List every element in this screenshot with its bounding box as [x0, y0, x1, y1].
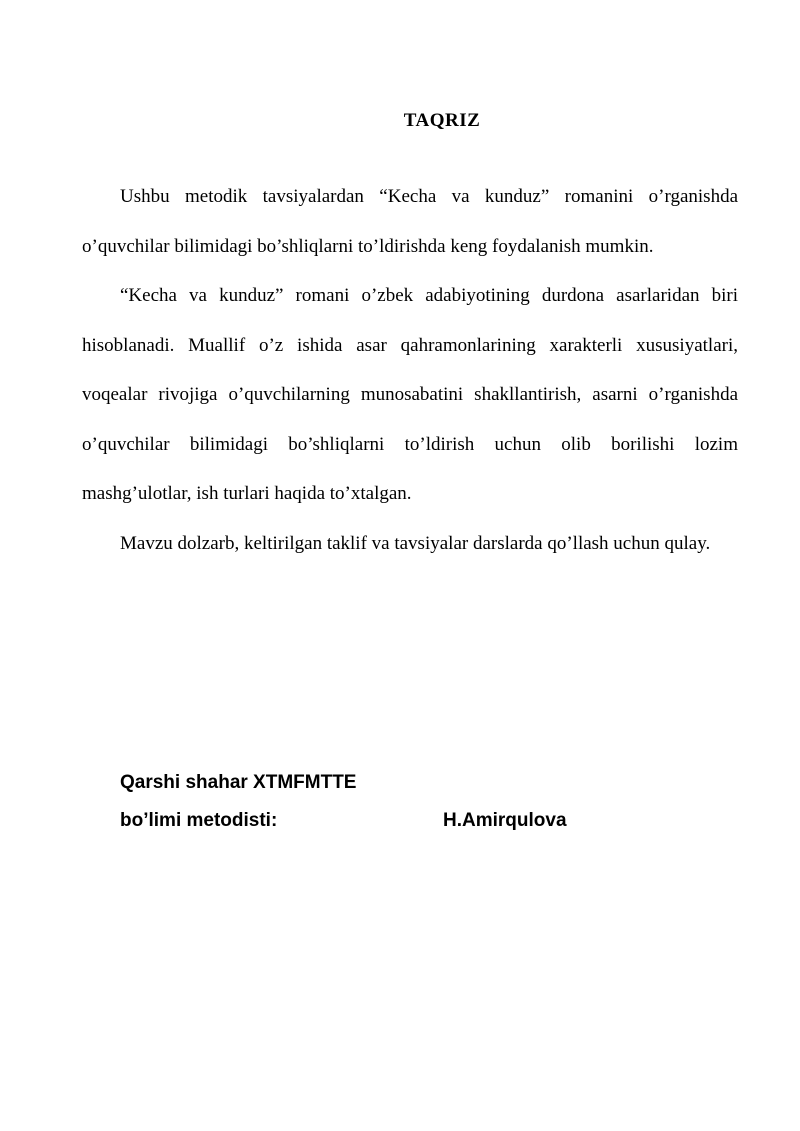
paragraph-3: Mavzu dolzarb, keltirilgan taklif va tavsiyalar darslarda qo’llash uchun qulay. [120, 532, 711, 554]
signature-organization: Qarshi shahar XTMFMTTE [120, 772, 357, 793]
document-body [82, 172, 738, 568]
document-title: TAQRIZ [403, 110, 481, 131]
signature-name: H.Amirqulova [443, 810, 567, 831]
signature-position: bo’limi metodisti: [120, 810, 278, 831]
paragraph-1: Ushbu metodik tavsiyalardan “Kecha va kunduz” romanini o’rganishda o’quvchilar bilimidagi bo’shliqlarni to’ldirishda keng foydalanish mumkin. [82, 186, 738, 257]
paragraph-2: “Kecha va kunduz” romani o’zbek adabiyotining durdona asarlaridan biri hisoblanadi. Muallif o’z ishida asar qahramonlarining xarakterli xususiyatlari, voqealar rivojiga o’quvchilarning munosabatini shakllantirish, asarni o’rganishda o’quvchilar bilimidagi bo’shliqlarni to’ldirish uchun olib borilishi lozim mashg’ulotlar, ish turlari haqida to’xtalgan. [82, 285, 738, 504]
